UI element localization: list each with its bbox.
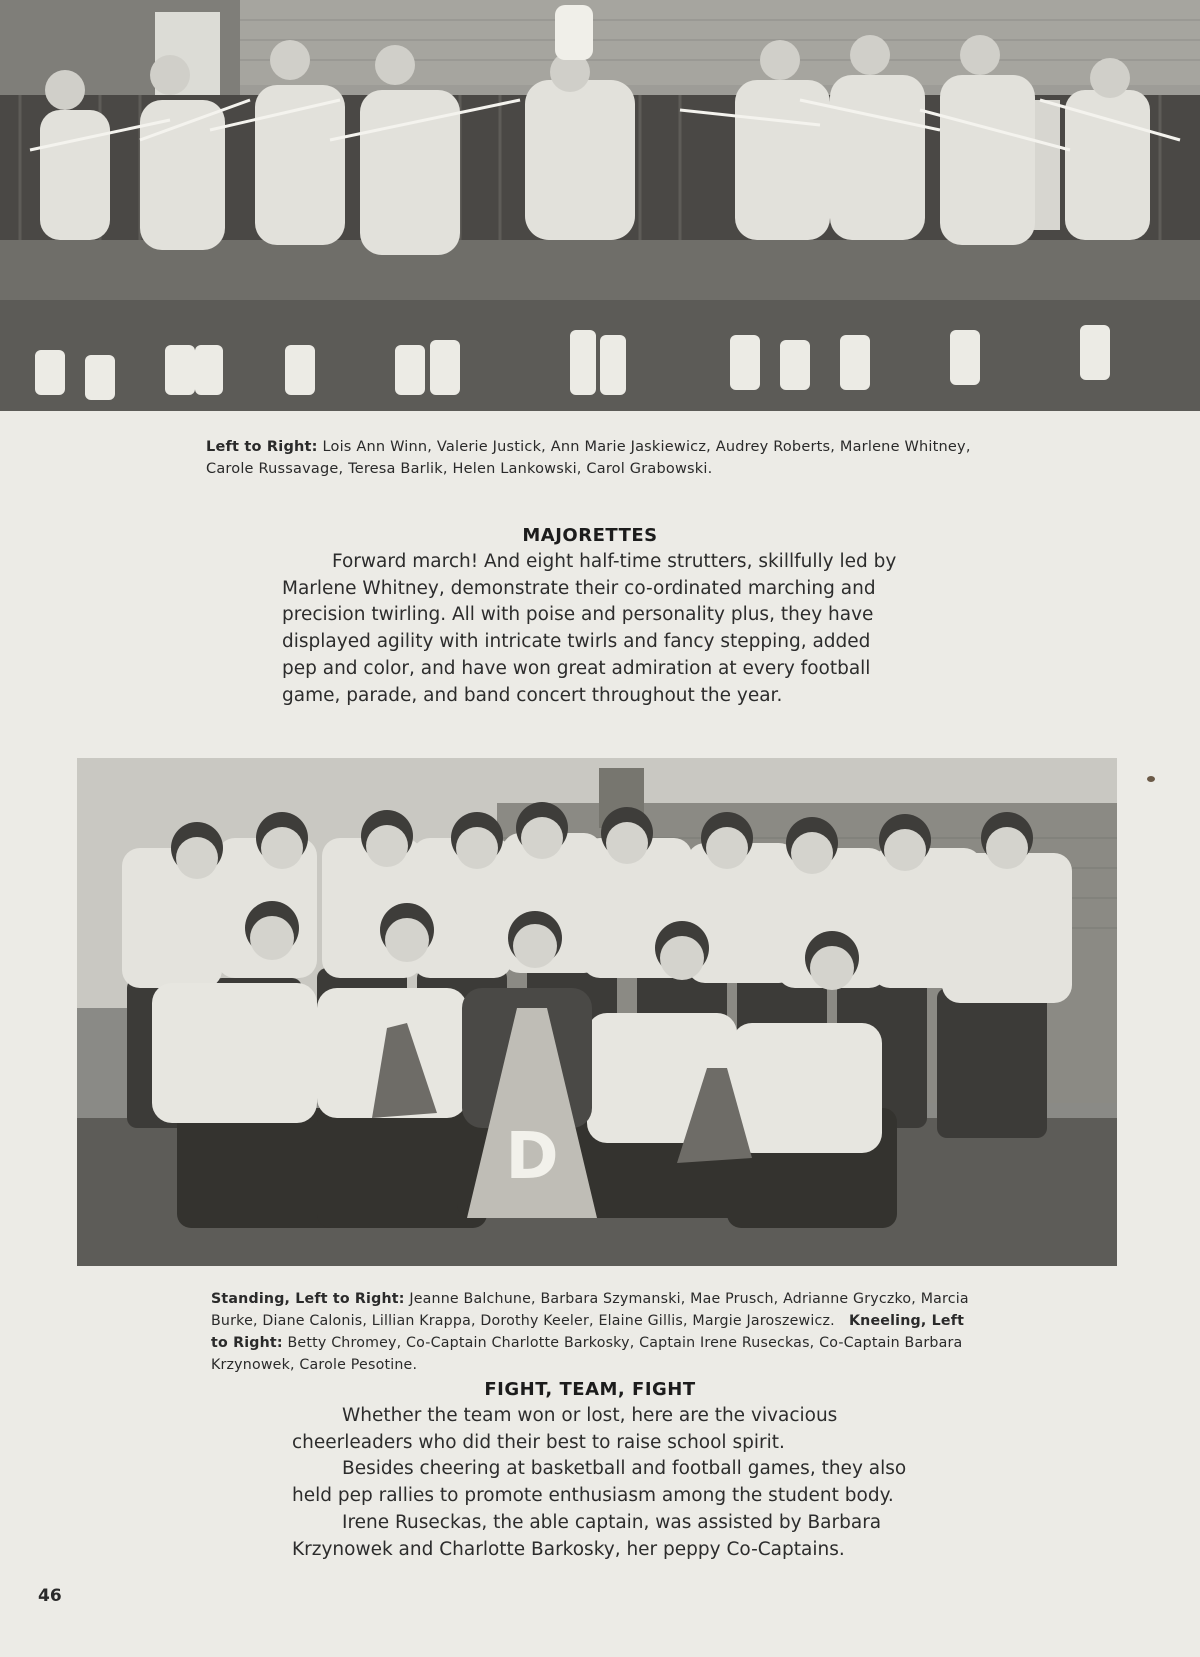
cheerleaders-paragraph-3: Irene Ruseckas, the able captain, was assisted by Barbara Krzynowek and Charlotte Barkosky, her peppy Co-Captains. xyxy=(292,1511,882,1560)
page-number: 46 xyxy=(38,1586,62,1606)
majorettes-heading: MAJORETTES xyxy=(522,525,658,546)
kneeling-caption-names: Betty Chromey, Co-Captain Charlotte Barkosky, Captain Irene Ruseckas, Co-Captain Barbara Krzynowek, Carole Pesotine. xyxy=(211,1335,963,1373)
cheerleaders-paragraph-2: Besides cheering at basketball and football games, they also held pep rallies to promote enthusiasm among the student body. xyxy=(292,1458,907,1507)
cheerleaders-photo xyxy=(77,758,1117,1266)
paper-spot xyxy=(1147,776,1155,782)
majorettes-caption xyxy=(206,436,976,480)
majorettes-paragraph xyxy=(282,549,897,709)
standing-caption-names: Jeanne Balchune, Barbara Szymanski, Mae Prusch, Adrianne Gryczko, Marcia Burke, Diane Calonis, Lillian Krappa, Dorothy Keeler, Elaine Gillis, Margie Jaroszewicz. xyxy=(211,1291,969,1329)
standing-caption-label: Standing, Left to Right: xyxy=(211,1291,405,1307)
majorettes-photo xyxy=(0,0,1200,411)
majorettes-paragraph-text: Forward march! And eight half-time strutters, skillfully led by Marlene Whitney, demonstrate their co-ordinated marching and precision twirling. All with poise and personality plus, they have displayed agility with intricate twirls and fancy stepping, added pep and color, and have won great admiration at every football game, parade, and band concert throughout the year. xyxy=(282,551,897,706)
cheerleaders-paragraphs xyxy=(292,1403,907,1563)
cheerleaders-group-photo-icon xyxy=(77,758,1117,1266)
majorettes-caption-label: Left to Right: xyxy=(206,439,318,455)
megaphone-letter: D xyxy=(505,1120,559,1194)
majorettes-caption-names: Lois Ann Winn, Valerie Justick, Ann Marie Jaskiewicz, Audrey Roberts, Marlene Whitney, Carole Russavage, Teresa Barlik, Helen Lankowski, Carol Grabowski. xyxy=(206,439,971,477)
majorettes-group-photo-icon xyxy=(0,0,1200,411)
cheerleaders-heading: FIGHT, TEAM, FIGHT xyxy=(484,1379,696,1400)
cheerleaders-caption xyxy=(211,1288,981,1376)
cheerleaders-paragraph-1: Whether the team won or lost, here are the vivacious cheerleaders who did their best to raise school spirit. xyxy=(292,1405,838,1453)
kneeling-caption-label: Kneeling, Left to Right: xyxy=(211,1313,965,1351)
